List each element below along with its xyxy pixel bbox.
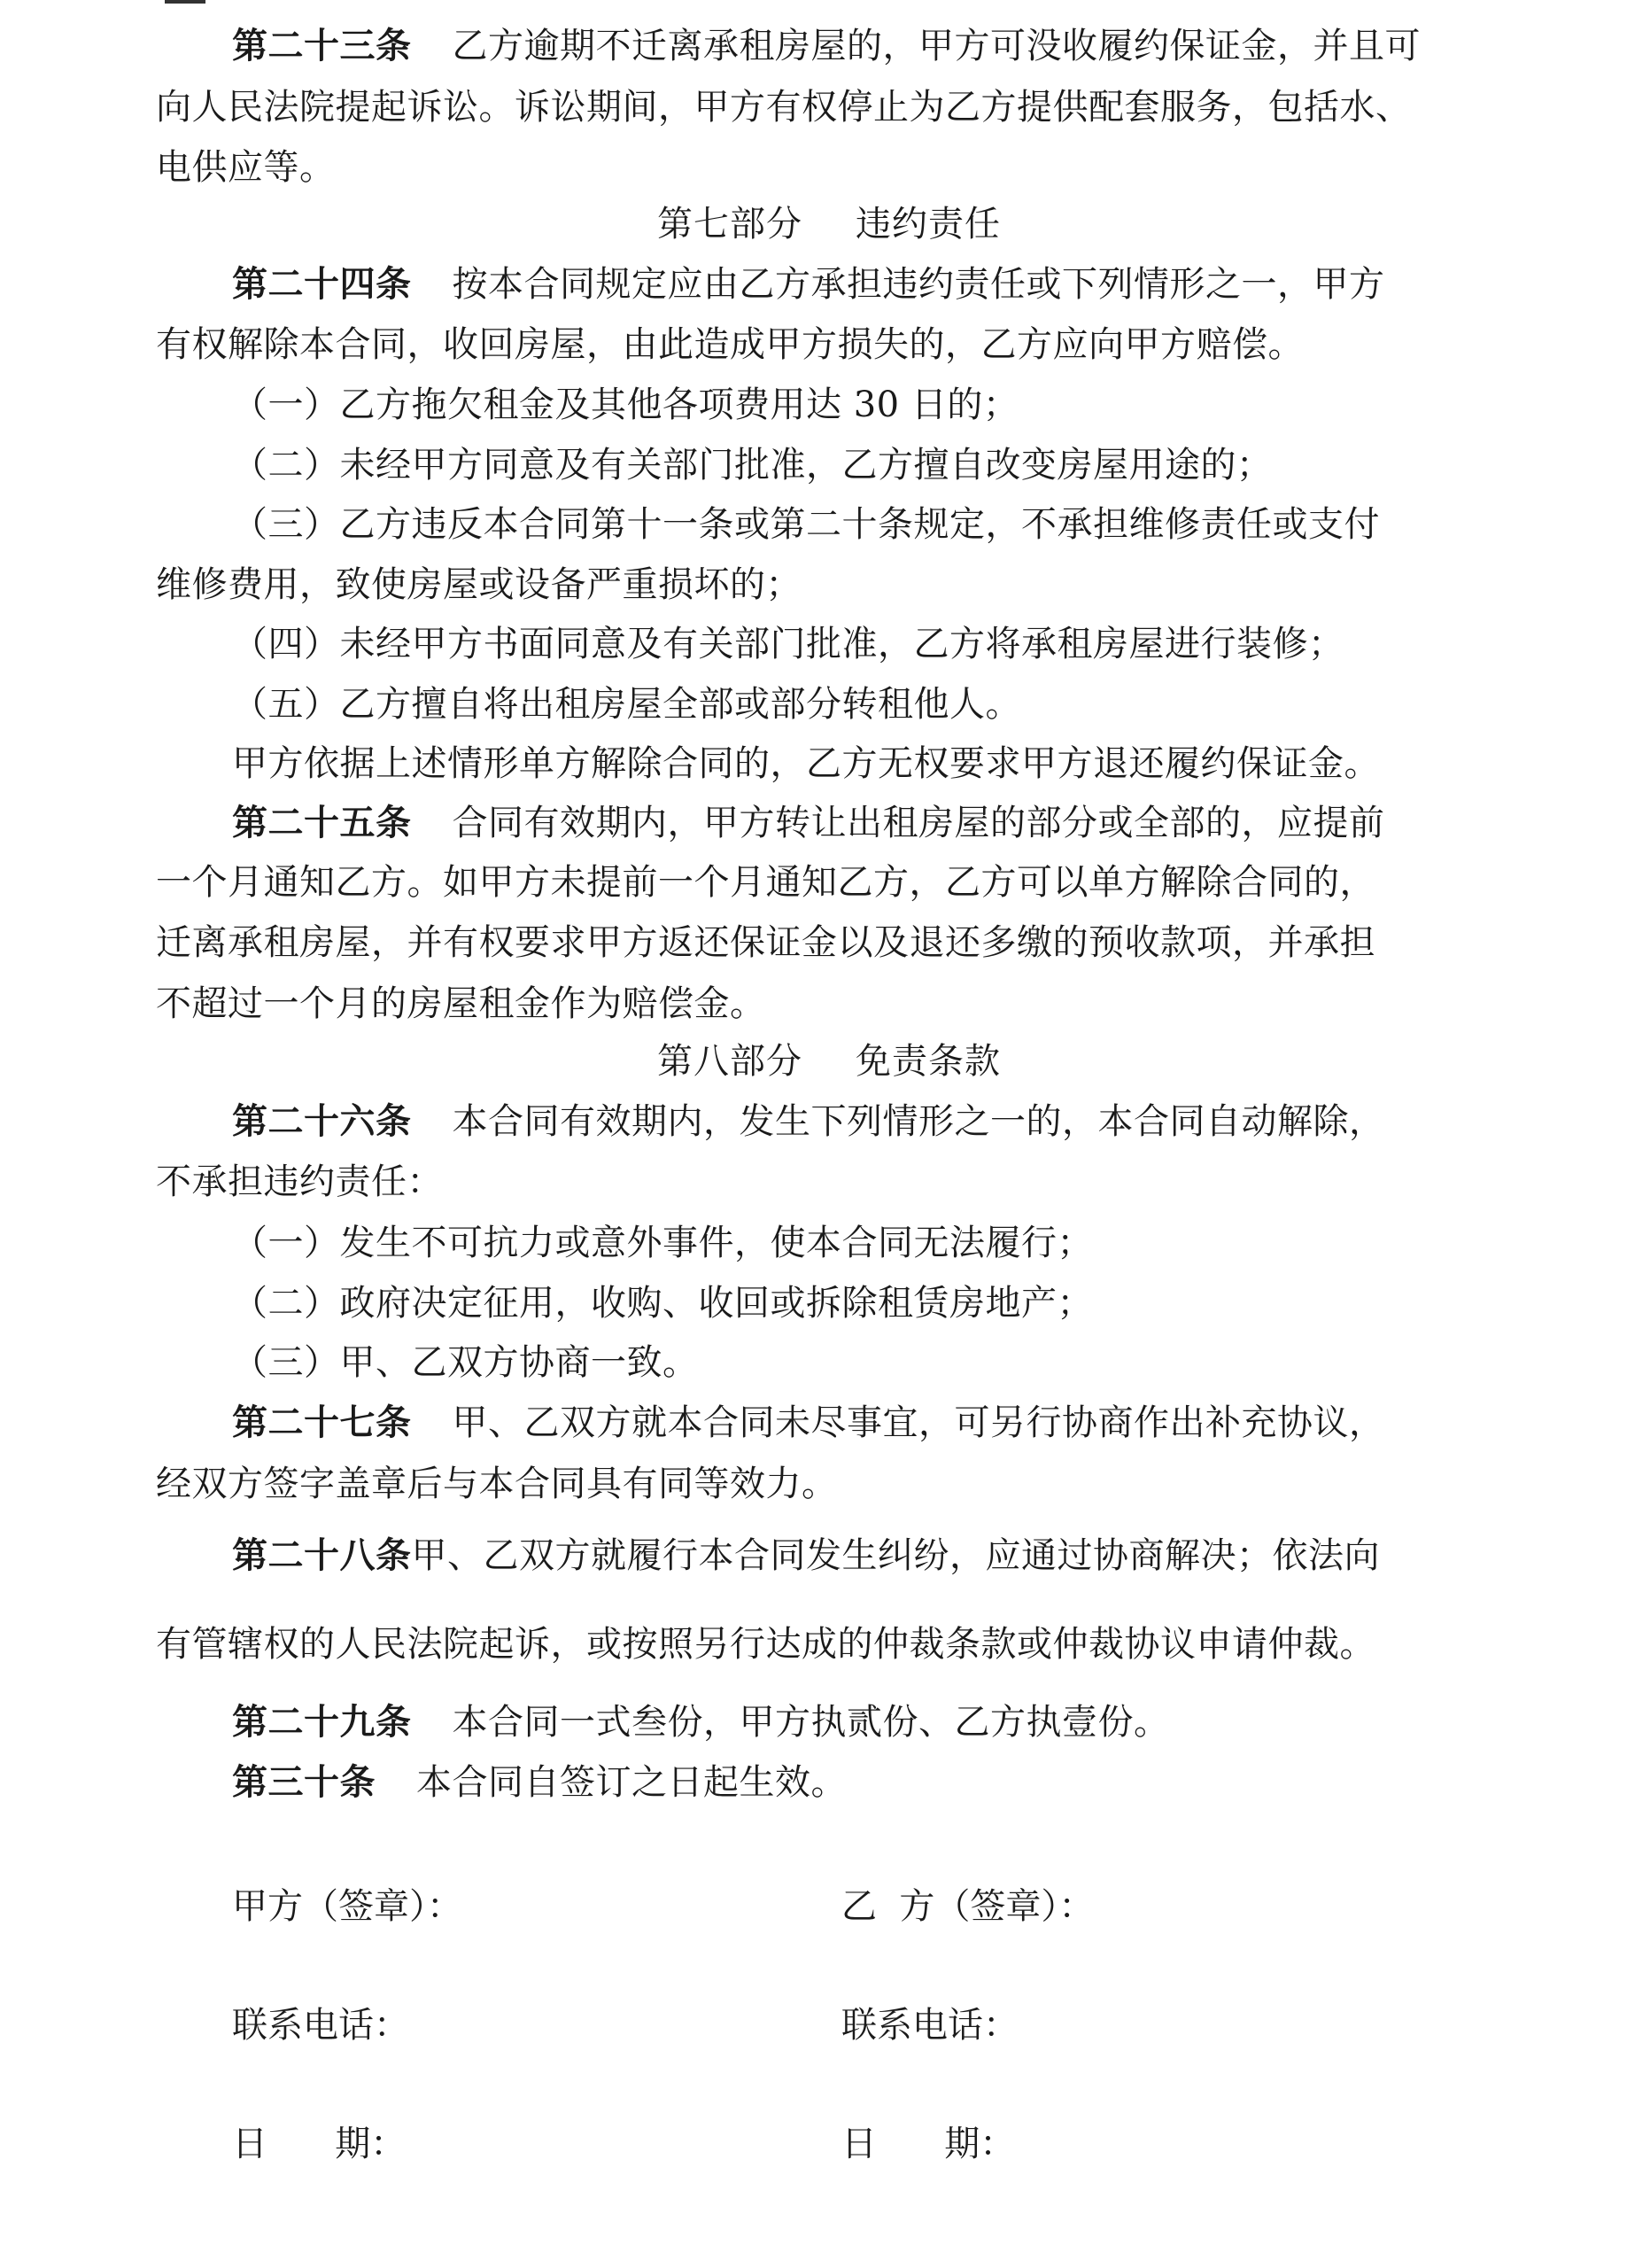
art29-label: 第二十九条 [232, 1701, 412, 1743]
page-top-mark [165, 0, 205, 4]
art25-line-1: 第二十五条 合同有效期内，甲方转让出租房屋的部分或全部的，应提前 [232, 802, 1385, 843]
art25-line-4: 不超过一个月的房屋租金作为赔偿金。 [156, 983, 766, 1024]
party-b-date-label: 日 期： [841, 2124, 1016, 2164]
art30-label: 第三十条 [232, 1761, 376, 1803]
art28-line-2: 有管辖权的人民法院起诉，或按照另行达成的仲裁条款或仲裁协议申请仲裁。 [156, 1624, 1375, 1665]
art24-item-5: （五）乙方擅自将出租房屋全部或部分转租他人。 [232, 684, 1021, 725]
art24-line-2: 有权解除本合同，收回房屋，由此造成甲方损失的，乙方应向甲方赔偿。 [156, 324, 1304, 365]
art26-line-2: 不承担违约责任： [156, 1161, 443, 1202]
art25-line-3: 迁离承租房屋，并有权要求甲方返还保证金以及退还多缴的预收款项，并承担 [156, 922, 1375, 963]
art28-label: 第二十八条 [232, 1534, 412, 1576]
art26-line-1: 第二十六条 本合同有效期内，发生下列情形之一的，本合同自动解除， [232, 1100, 1385, 1142]
party-a-signature-label: 甲方（签章）： [232, 1886, 462, 1927]
art24-item-2: （二）未经甲方同意及有关部门批准，乙方擅自改变房屋用途的； [232, 445, 1273, 485]
art27-line-1: 第二十七条 甲、乙双方就本合同未尽事宜，可另行协商作出补充协议， [232, 1402, 1385, 1443]
art23-line-1: 第二十三条 乙方逾期不迁离承租房屋的，甲方可没收履约保证金，并且可 [232, 25, 1421, 66]
art28-line-1: 第二十八条甲、乙双方就履行本合同发生纠纷，应通过协商解决；依法向 [232, 1534, 1380, 1576]
party-a-phone-label: 联系电话： [232, 2005, 409, 2046]
art24-item-3: （三）乙方违反本合同第十一条或第二十条规定，不承担维修责任或支付 [232, 504, 1380, 545]
art26-label: 第二十六条 [232, 1100, 412, 1142]
art25-label: 第二十五条 [232, 802, 412, 843]
art24-item-3-cont: 维修费用，致使房屋或设备严重损坏的； [156, 564, 802, 605]
party-b-signature-label: 乙 方（签章）： [841, 1886, 1095, 1927]
art30-line-1: 第三十条 本合同自签订之日起生效。 [232, 1761, 847, 1803]
party-a-date-label: 日 期： [232, 2124, 407, 2164]
art24-line-1: 第二十四条 按本合同规定应由乙方承担违约责任或下列情形之一，甲方 [232, 263, 1385, 305]
art25-line-2: 一个月通知乙方。如甲方未提前一个月通知乙方，乙方可以单方解除合同的， [156, 862, 1375, 903]
art27-label: 第二十七条 [232, 1402, 412, 1443]
art24-item-4: （四）未经甲方书面同意及有关部门批准，乙方将承租房屋进行装修； [232, 624, 1344, 664]
party-b-phone-label: 联系电话： [841, 2005, 1019, 2046]
art23-label: 第二十三条 [232, 25, 412, 66]
art24-label: 第二十四条 [232, 263, 412, 305]
art29-line-1: 第二十九条 本合同一式叁份，甲方执贰份、乙方执壹份。 [232, 1701, 1170, 1743]
art24-after: 甲方依据上述情形单方解除合同的，乙方无权要求甲方退还履约保证金。 [232, 743, 1380, 784]
art23-line-2: 向人民法院提起诉讼。诉讼期间，甲方有权停止为乙方提供配套服务，包括水、 [156, 87, 1412, 128]
art26-item-2: （二）政府决定征用，收购、收回或拆除租赁房地产； [232, 1283, 1093, 1324]
art23-line-3: 电供应等。 [156, 147, 336, 188]
art24-item-1: （一）乙方拖欠租金及其他各项费用达 30 日的； [232, 384, 1019, 425]
art26-item-1: （一）发生不可抗力或意外事件，使本合同无法履行； [232, 1223, 1093, 1263]
art27-line-2: 经双方签字盖章后与本合同具有同等效力。 [156, 1464, 838, 1504]
art26-item-3: （三）甲、乙双方协商一致。 [232, 1342, 699, 1383]
part8-heading: 第八部分 免责条款 [657, 1041, 1001, 1082]
part7-heading: 第七部分 违约责任 [657, 204, 1001, 245]
